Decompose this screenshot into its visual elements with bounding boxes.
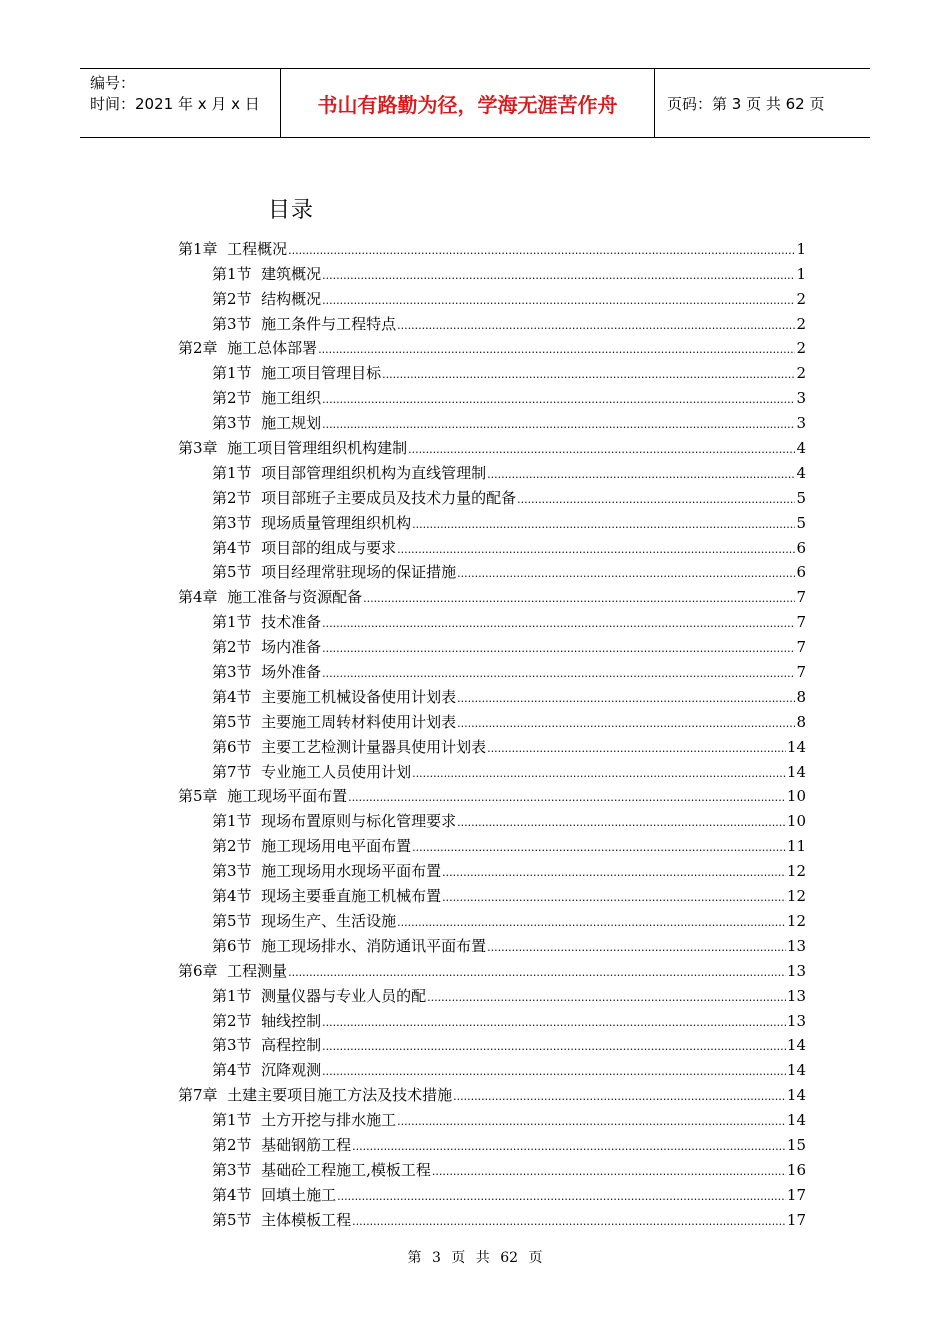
toc-entry-page: 13 [786, 1011, 806, 1030]
toc-entry-page: 4 [796, 439, 806, 458]
toc-entry-page: 8 [796, 687, 806, 706]
toc-leader-dots [397, 1115, 786, 1129]
toc-section-entry[interactable] [178, 283, 806, 308]
toc-entry-page: 7 [796, 638, 806, 657]
toc-leader-dots [363, 592, 795, 606]
toc-leader-dots [427, 991, 786, 1005]
toc-section-entry[interactable] [178, 1005, 806, 1030]
toc-leader-dots [432, 1165, 786, 1179]
toc-section-entry[interactable] [178, 606, 806, 631]
toc-entry-page: 2 [796, 314, 806, 333]
toc-entry-page: 4 [796, 463, 806, 482]
toc-section-entry[interactable] [178, 706, 806, 731]
toc-entry-page: 2 [796, 289, 806, 308]
toc-section-entry[interactable] [178, 258, 806, 283]
toc-entry-page: 7 [796, 588, 806, 607]
toc-entry-page: 14 [786, 1111, 806, 1130]
toc-entry-label: 第3节 施工现场用水现场平面布置 [212, 862, 442, 881]
toc-entry-page: 14 [786, 1086, 806, 1105]
toc-entry-label: 第3节 场外准备 [212, 663, 322, 682]
toc-leader-dots [487, 468, 795, 482]
toc-section-entry[interactable] [178, 1154, 806, 1179]
toc-section-entry[interactable] [178, 1204, 806, 1229]
toc-entry-label: 第1节 建筑概况 [212, 264, 322, 283]
toc-entry-page: 14 [786, 737, 806, 756]
toc-section-entry[interactable] [178, 532, 806, 557]
toc-entry-page: 1 [796, 264, 806, 283]
toc-leader-dots [442, 891, 786, 905]
toc-leader-dots [322, 294, 795, 308]
toc-entry-page: 8 [796, 712, 806, 731]
toc-leader-dots [288, 244, 795, 258]
toc-entry-label: 第6节 主要工艺检测计量器具使用计划表 [212, 737, 487, 756]
toc-chapter-entry[interactable] [178, 233, 806, 258]
toc-entry-page: 14 [786, 762, 806, 781]
toc-leader-dots [457, 717, 795, 731]
toc-chapter-entry[interactable] [178, 1079, 806, 1104]
toc-entry-page: 7 [796, 613, 806, 632]
toc-leader-dots [397, 543, 795, 557]
toc-leader-dots [412, 841, 786, 855]
toc-section-entry[interactable] [178, 1054, 806, 1079]
toc-entry-label: 第2节 场内准备 [212, 638, 322, 657]
toc-entry-label: 第1节 土方开挖与排水施工 [212, 1111, 397, 1130]
toc-entry-page: 13 [786, 936, 806, 955]
toc-section-entry[interactable] [178, 1129, 806, 1154]
toc-section-entry[interactable] [178, 905, 806, 930]
toc-entry-page: 5 [796, 513, 806, 532]
toc-chapter-entry[interactable] [178, 432, 806, 457]
toc-entry-page: 6 [796, 563, 806, 582]
toc-entry-label: 第1节 施工项目管理目标 [212, 364, 382, 383]
toc-leader-dots [412, 767, 786, 781]
toc-section-entry[interactable] [178, 482, 806, 507]
toc-entry-page: 5 [796, 488, 806, 507]
toc-entry-page: 17 [786, 1210, 806, 1229]
toc-entry-label: 第2节 轴线控制 [212, 1011, 322, 1030]
toc-entry-label: 第2节 施工组织 [212, 389, 322, 408]
toc-leader-dots [442, 866, 786, 880]
toc-chapter-entry[interactable] [178, 333, 806, 358]
toc-entry-label: 第1节 现场布置原则与标化管理要求 [212, 812, 457, 831]
toc-entry-label: 第3节 基础砼工程施工,模板工程 [212, 1160, 431, 1179]
toc-section-entry[interactable] [178, 1104, 806, 1129]
toc-section-entry[interactable] [178, 407, 806, 432]
toc-entry-label: 第2节 基础钢筋工程 [212, 1135, 352, 1154]
toc-leader-dots [517, 493, 795, 507]
toc-section-entry[interactable] [178, 830, 806, 855]
toc-entry-page: 15 [786, 1135, 806, 1154]
toc-leader-dots [352, 1140, 786, 1154]
toc-leader-dots [322, 642, 795, 656]
toc-leader-dots [397, 916, 786, 930]
toc-leader-dots [337, 1190, 786, 1204]
toc-section-entry[interactable] [178, 382, 806, 407]
toc-leader-dots [322, 269, 795, 283]
toc-section-entry[interactable] [178, 631, 806, 656]
toc-entry-page: 13 [786, 961, 806, 980]
toc-leader-dots [322, 393, 795, 407]
toc-entry-page: 13 [786, 986, 806, 1005]
toc-section-entry[interactable] [178, 308, 806, 333]
toc-entry-label: 第4节 现场主要垂直施工机械布置 [212, 887, 442, 906]
toc-entry-page: 12 [786, 862, 806, 881]
toc-section-entry[interactable] [178, 681, 806, 706]
table-of-contents [178, 233, 806, 1229]
toc-leader-dots [352, 1215, 786, 1229]
toc-section-entry[interactable] [178, 756, 806, 781]
toc-leader-dots [322, 1040, 786, 1054]
toc-entry-label: 第4节 主要施工机械设备使用计划表 [212, 687, 457, 706]
toc-entry-page: 2 [796, 339, 806, 358]
toc-section-entry[interactable] [178, 980, 806, 1005]
toc-entry-label: 第6节 施工现场排水、消防通讯平面布置 [212, 936, 487, 955]
toc-leader-dots [412, 518, 795, 532]
header-time-label: 时间：2021 年 x 月 x 日 [90, 95, 260, 113]
toc-entry-page: 2 [796, 364, 806, 383]
toc-entry-label: 第3节 施工条件与工程特点 [212, 314, 397, 333]
toc-entry-label: 第5节 现场生产、生活设施 [212, 911, 397, 930]
toc-entry-label: 第4节 回填土施工 [212, 1185, 337, 1204]
toc-entry-page: 12 [786, 911, 806, 930]
toc-section-entry[interactable] [178, 357, 806, 382]
toc-entry-page: 14 [786, 1061, 806, 1080]
toc-entry-label: 第7节 专业施工人员使用计划 [212, 762, 412, 781]
toc-leader-dots [322, 617, 795, 631]
toc-entry-label: 第1章 工程概况 [178, 239, 288, 258]
toc-leader-dots [288, 966, 786, 980]
toc-leader-dots [322, 1065, 786, 1079]
toc-entry-label: 第4节 沉降观测 [212, 1061, 322, 1080]
toc-entry-label: 第1节 项目部管理组织机构为直线管理制 [212, 463, 487, 482]
toc-entry-label: 第2章 施工总体部署 [178, 339, 318, 358]
toc-section-entry[interactable] [178, 507, 806, 532]
toc-entry-label: 第3章 施工项目管理组织机构建制 [178, 439, 408, 458]
toc-entry-page: 3 [796, 389, 806, 408]
header-page-info: 页码：第 3 页 共 62 页 [667, 94, 825, 113]
toc-entry-label: 第1节 测量仪器与专业人员的配 [212, 986, 427, 1005]
toc-entry-page: 3 [796, 414, 806, 433]
page-header [80, 68, 870, 138]
toc-leader-dots [457, 567, 795, 581]
toc-entry-label: 第2节 项目部班子主要成员及技术力量的配备 [212, 488, 517, 507]
toc-chapter-entry[interactable] [178, 955, 806, 980]
page-footer: 第 3 页 共 62 页 [407, 1250, 543, 1266]
toc-leader-dots [487, 941, 786, 955]
toc-entry-label: 第5节 主体模板工程 [212, 1210, 352, 1229]
toc-leader-dots [487, 742, 786, 756]
toc-section-entry[interactable] [178, 557, 806, 582]
toc-leader-dots [457, 692, 795, 706]
toc-entry-label: 第3节 施工规划 [212, 414, 322, 433]
toc-section-entry[interactable] [178, 731, 806, 756]
toc-leader-dots [382, 368, 795, 382]
toc-leader-dots [457, 816, 786, 830]
toc-section-entry[interactable] [178, 880, 806, 905]
toc-leader-dots [397, 319, 795, 333]
toc-entry-page: 14 [786, 1036, 806, 1055]
toc-entry-page: 16 [786, 1160, 806, 1179]
toc-section-entry[interactable] [178, 855, 806, 880]
toc-entry-label: 第5章 施工现场平面布置 [178, 787, 348, 806]
toc-section-entry[interactable] [178, 1179, 806, 1204]
toc-entry-label: 第5节 项目经理常驻现场的保证措施 [212, 563, 457, 582]
toc-entry-label: 第3节 现场质量管理组织机构 [212, 513, 412, 532]
toc-entry-page: 17 [786, 1185, 806, 1204]
toc-entry-label: 第3节 高程控制 [212, 1036, 322, 1055]
toc-chapter-entry[interactable] [178, 781, 806, 806]
toc-section-entry[interactable] [178, 457, 806, 482]
toc-entry-page: 10 [786, 787, 806, 806]
toc-entry-page: 11 [786, 837, 806, 856]
toc-entry-page: 6 [796, 538, 806, 557]
header-meta-cell [80, 69, 281, 137]
toc-chapter-entry[interactable] [178, 581, 806, 606]
toc-entry-label: 第4节 项目部的组成与要求 [212, 538, 397, 557]
toc-leader-dots [408, 443, 795, 457]
toc-entry-page: 12 [786, 887, 806, 906]
toc-entry-label: 第4章 施工准备与资源配备 [178, 588, 363, 607]
toc-leader-dots [318, 343, 795, 357]
toc-entry-label: 第2节 结构概况 [212, 289, 322, 308]
toc-entry-page: 10 [786, 812, 806, 831]
toc-section-entry[interactable] [178, 656, 806, 681]
toc-entry-label: 第1节 技术准备 [212, 613, 322, 632]
toc-leader-dots [348, 791, 786, 805]
toc-entry-label: 第7章 土建主要项目施工方法及技术措施 [178, 1086, 453, 1105]
toc-section-entry[interactable] [178, 1030, 806, 1055]
toc-leader-dots [453, 1090, 786, 1104]
toc-leader-dots [322, 667, 795, 681]
toc-entry-label: 第5节 主要施工周转材料使用计划表 [212, 712, 457, 731]
toc-section-entry[interactable] [178, 805, 806, 830]
toc-section-entry[interactable] [178, 930, 806, 955]
toc-entry-label: 第2节 施工现场用电平面布置 [212, 837, 412, 856]
toc-leader-dots [322, 418, 795, 432]
toc-title: 目录 [268, 198, 315, 223]
header-motto: 书山有路勤为径，学海无涯苦作舟 [281, 69, 655, 137]
header-number-label: 编号： [90, 74, 136, 92]
toc-leader-dots [322, 1016, 786, 1030]
toc-entry-page: 7 [796, 663, 806, 682]
toc-entry-page: 1 [796, 239, 806, 258]
toc-entry-label: 第6章 工程测量 [178, 961, 288, 980]
